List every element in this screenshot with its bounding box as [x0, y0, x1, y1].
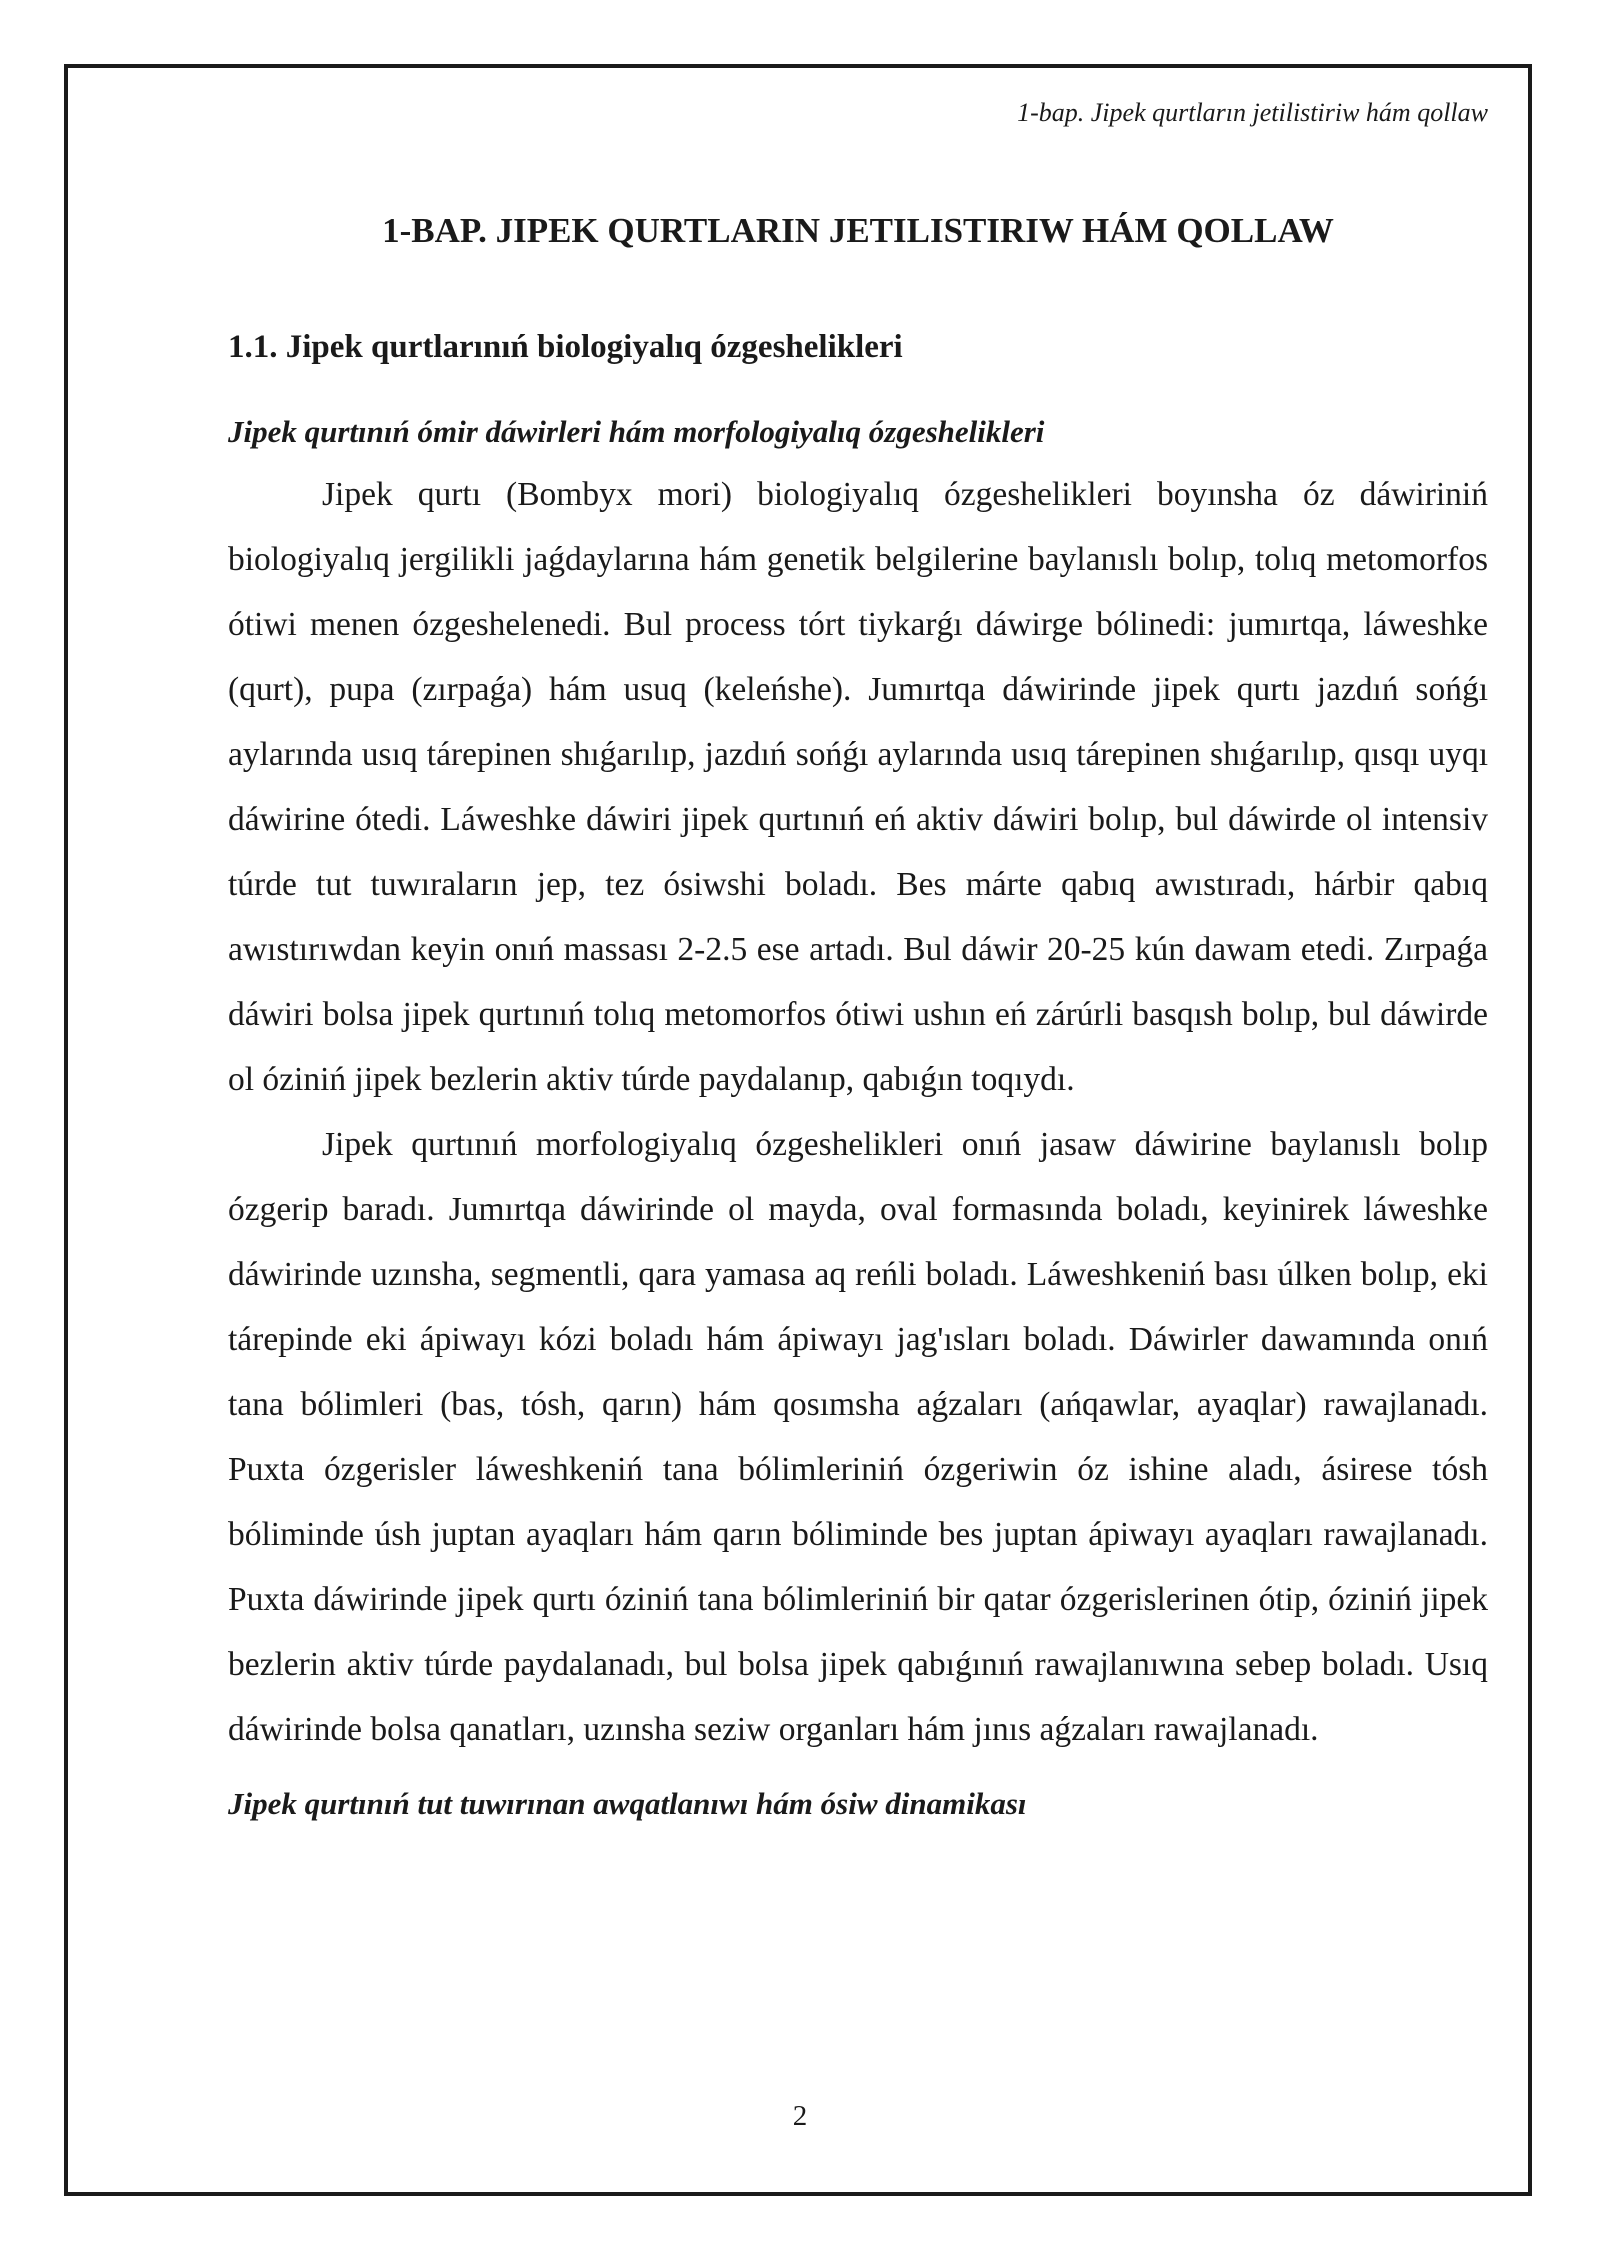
body-paragraph-morphology: Jipek qurtınıń morfologiyalıq ózgeshelikleri onıń jasaw dáwirine baylanıslı bolıp ózgerip baradı. Jumırtqa dáwirinde ol mayda, oval formasında boladı, keyinirek láweshke dáwirinde uzınsha, segmentli, qara yamasa aq reńli boladı. Láweshkeniń bası úlken bolıp, eki tárepinde eki ápiwayı kózi boladı hám ápiwayı jag'ısları boladı. Dáwirler dawamında onıń tana bólimleri (bas, tósh, qarın) hám qosımsha aǵzaları (ańqawlar, ayaqlar) rawajlanadı. Puxta ózgerisler láweshkeniń tana bólimleriniń ózgeriwin óz ishine aladı, ásirese tósh bóliminde úsh juptan ayaqları hám qarın bóliminde bes juptan ápiwayı ayaqları rawajlanadı. Puxta dáwirinde jipek qurtı óziniń tana bólimleriniń bir qatar ózgerislerinen ótip, óziniń jipek bezlerin aktiv túrde paydalanadı, bul bolsa jipek qabıǵınıń rawajlanıwına sebep boladı. Usıq dáwirinde bolsa qanatları, uzınsha seziw organları hám jınıs aǵzaları rawajlanadı. — [228, 1125, 1488, 1748]
section-title: 1.1. Jipek qurtlarınıń biologiyalıq ózgeshelikleri — [228, 329, 903, 365]
running-header: 1-bap. Jipek qurtların jetilistiriw hám qollaw — [1017, 98, 1488, 127]
chapter-title: 1-BAP. JIPEK QURTLARIN JETILISTIRIW HÁM QOLLAW — [382, 211, 1334, 250]
subsection-heading-life-stages: Jipek qurtınıń ómir dáwirleri hám morfologiyalıq ózgeshelikleri — [228, 413, 1045, 449]
body-paragraph-life-stages: Jipek qurtı (Bombyx mori) biologiyalıq ózgeshelikleri boyınsha óz dáwiriniń biologiyalıq jergilikli jaǵdaylarına hám genetik belgilerine baylanıslı bolıp, tolıq metomorfos ótiwi menen ózgeshelenedi. Bul process tórt tiykarǵı dáwirge bólinedi: jumırtqa, láweshke (qurt), pupa (zırpaǵa) hám usuq (keleńshe). Jumırtqa dáwirinde jipek qurtı jazdıń sońǵı aylarında usıq tárepinen shıǵarılıp, jazdıń sońǵı aylarında usıq tárepinen shıǵarılıp, qısqı uyqı dáwirine ótedi. Láweshke dáwiri jipek qurtınıń eń aktiv dáwiri bolıp, bul dáwirde ol intensiv túrde tut tuwıraların jep, tez ósiwshi boladı. Bes márte qabıq awıstıradı, hárbir qabıq awıstırıwdan keyin onıń massası 2-2.5 ese artadı. Bul dáwir 20-25 kún dawam etedi. Zırpaǵa dáwiri bolsa jipek qurtınıń tolıq metomorfos ótiwi ushın eń zárúrli basqısh bolıp, bul dáwirde ol óziniń jipek bezlerin aktiv túrde paydalanıp, qabıǵın toqıydı. — [228, 475, 1488, 1098]
subsection-heading-feeding: Jipek qurtınıń tut tuwırınan awqatlanıwı hám ósiw dinamikası — [228, 1785, 1027, 1821]
page-number: 2 — [792, 2100, 808, 2132]
page-content — [228, 210, 1488, 1834]
